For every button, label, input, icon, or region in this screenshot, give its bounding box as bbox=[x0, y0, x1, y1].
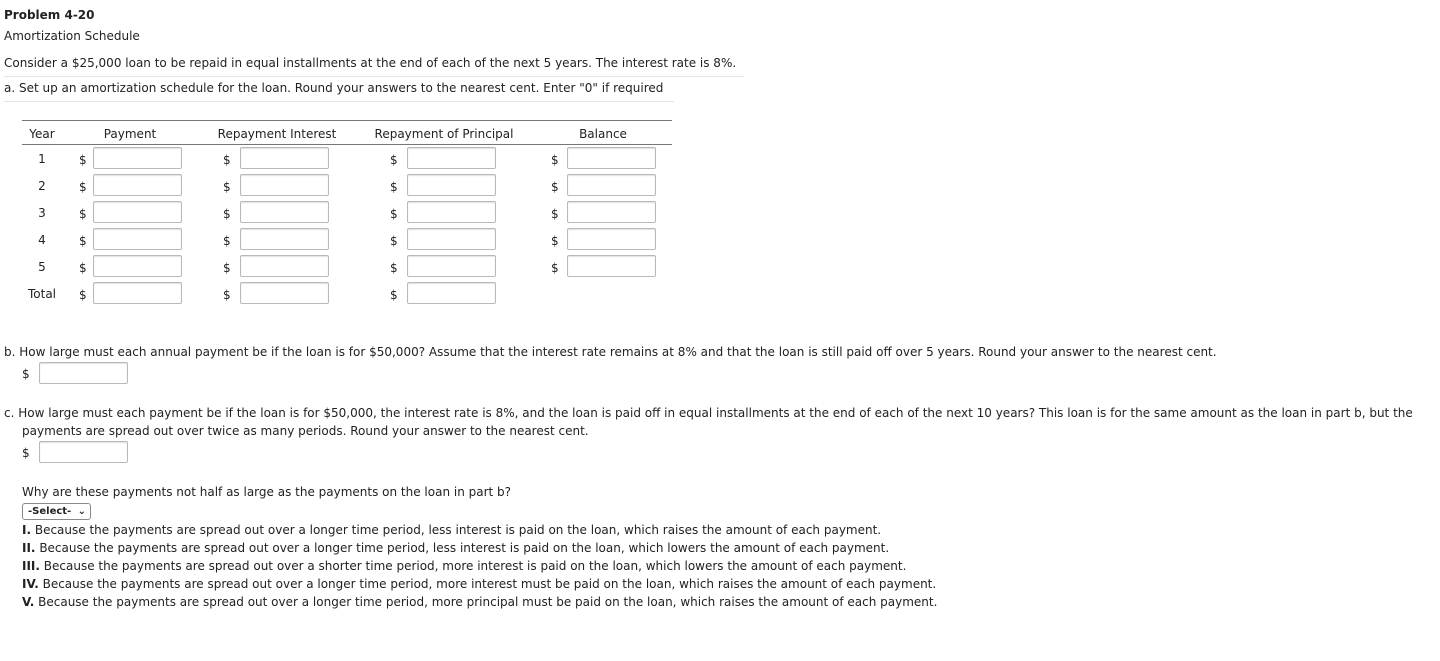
principal-input[interactable] bbox=[407, 174, 496, 196]
header-payment: Payment bbox=[103, 127, 157, 141]
answer-select-dropdown[interactable] bbox=[22, 503, 91, 520]
payment-input[interactable] bbox=[93, 201, 182, 223]
divider bbox=[4, 76, 744, 77]
payment-input[interactable] bbox=[93, 255, 182, 277]
option-numeral: V. bbox=[22, 595, 35, 609]
problem-intro: Consider a $25,000 loan to be repaid in equal installments at the end of each of the next 5 years. The interest rate is 8%. bbox=[4, 56, 737, 70]
payment-currency-symbol: $ bbox=[79, 207, 87, 221]
option-numeral: II. bbox=[22, 541, 36, 555]
option-text: Because the payments are spread out over a longer time period, more principal must be paid on the loan, which raises the amount of each payment. bbox=[34, 595, 938, 609]
option-text: Because the payments are spread out over a longer time period, less interest is paid on the loan, which raises the amount of each payment. bbox=[31, 523, 882, 537]
answer-option bbox=[22, 595, 937, 609]
principal-input[interactable] bbox=[407, 255, 496, 277]
balance-currency-symbol: $ bbox=[551, 234, 559, 248]
payment-currency-symbol: $ bbox=[79, 288, 87, 302]
part-c-currency: $ bbox=[22, 446, 30, 460]
answer-option bbox=[22, 541, 889, 555]
part-b-currency: $ bbox=[22, 367, 30, 381]
payment-input[interactable] bbox=[93, 228, 182, 250]
chevron-down-icon: ⌄ bbox=[77, 506, 86, 517]
payment-input[interactable] bbox=[93, 282, 182, 304]
part-c-question-line2: payments are spread out over twice as many periods. Round your answer to the nearest cent. bbox=[22, 424, 589, 438]
option-text: Because the payments are spread out over a longer time period, less interest is paid on the loan, which lowers the amount of each payment. bbox=[35, 541, 890, 555]
option-numeral: IV. bbox=[22, 577, 39, 591]
option-text: Because the payments are spread out over a shorter time period, more interest is paid on the loan, which lowers the amount of each payment. bbox=[39, 559, 907, 573]
balance-input[interactable] bbox=[567, 255, 656, 277]
principal-input[interactable] bbox=[407, 201, 496, 223]
part-a-instructions: a. Set up an amortization schedule for the loan. Round your answers to the nearest cent. Enter "0" if required bbox=[4, 81, 664, 95]
interest-currency-symbol: $ bbox=[223, 234, 231, 248]
payment-currency-symbol: $ bbox=[79, 234, 87, 248]
payment-currency-symbol: $ bbox=[79, 261, 87, 275]
table-top-border bbox=[22, 120, 672, 121]
option-text: Because the payments are spread out over a longer time period, more interest must be paid on the loan, which raises the amount of each payment. bbox=[38, 577, 937, 591]
row-year-label: 5 bbox=[38, 260, 46, 274]
part-c-question-line1: c. How large must each payment be if the loan is for $50,000, the interest rate is 8%, and the loan is paid off in equal installments at the end of each of the next 10 years? This loan is for the same amount as the loan in part b, but the bbox=[4, 406, 1413, 420]
divider bbox=[4, 101, 674, 102]
problem-title: Problem 4-20 bbox=[4, 8, 95, 22]
balance-input[interactable] bbox=[567, 201, 656, 223]
option-numeral: I. bbox=[22, 523, 32, 537]
principal-currency-symbol: $ bbox=[390, 153, 398, 167]
principal-currency-symbol: $ bbox=[390, 180, 398, 194]
part-c-payment-input[interactable] bbox=[39, 441, 128, 463]
payment-currency-symbol: $ bbox=[79, 153, 87, 167]
payment-input[interactable] bbox=[93, 174, 182, 196]
header-balance: Balance bbox=[579, 127, 627, 141]
payment-input[interactable] bbox=[93, 147, 182, 169]
problem-subtitle: Amortization Schedule bbox=[4, 29, 140, 43]
answer-option bbox=[22, 559, 906, 573]
header-repayment-principal: Repayment of Principal bbox=[374, 127, 514, 141]
payment-currency-symbol: $ bbox=[79, 180, 87, 194]
interest-currency-symbol: $ bbox=[223, 261, 231, 275]
row-year-label: 4 bbox=[38, 233, 46, 247]
interest-input[interactable] bbox=[240, 228, 329, 250]
option-numeral: III. bbox=[22, 559, 40, 573]
principal-input[interactable] bbox=[407, 282, 496, 304]
part-c-why-question: Why are these payments not half as large as the payments on the loan in part b? bbox=[22, 485, 512, 499]
row-year-label: 2 bbox=[38, 179, 46, 193]
principal-currency-symbol: $ bbox=[390, 207, 398, 221]
header-repayment-interest: Repayment Interest bbox=[217, 127, 337, 141]
row-year-label: 3 bbox=[38, 206, 46, 220]
row-year-label: 1 bbox=[38, 152, 46, 166]
principal-currency-symbol: $ bbox=[390, 261, 398, 275]
interest-currency-symbol: $ bbox=[223, 288, 231, 302]
balance-input[interactable] bbox=[567, 174, 656, 196]
table-header-border bbox=[22, 144, 672, 145]
select-value: -Select- bbox=[28, 506, 72, 517]
interest-input[interactable] bbox=[240, 147, 329, 169]
answer-option bbox=[22, 577, 936, 591]
balance-currency-symbol: $ bbox=[551, 153, 559, 167]
interest-currency-symbol: $ bbox=[223, 153, 231, 167]
principal-currency-symbol: $ bbox=[390, 234, 398, 248]
interest-input[interactable] bbox=[240, 201, 329, 223]
balance-currency-symbol: $ bbox=[551, 180, 559, 194]
balance-input[interactable] bbox=[567, 147, 656, 169]
principal-input[interactable] bbox=[407, 228, 496, 250]
balance-currency-symbol: $ bbox=[551, 207, 559, 221]
balance-input[interactable] bbox=[567, 228, 656, 250]
header-year: Year bbox=[29, 127, 55, 141]
interest-currency-symbol: $ bbox=[223, 207, 231, 221]
interest-input[interactable] bbox=[240, 255, 329, 277]
row-year-label: Total bbox=[27, 287, 57, 301]
principal-input[interactable] bbox=[407, 147, 496, 169]
interest-currency-symbol: $ bbox=[223, 180, 231, 194]
principal-currency-symbol: $ bbox=[390, 288, 398, 302]
part-b-question: b. How large must each annual payment be if the loan is for $50,000? Assume that the interest rate remains at 8% and that the loan is still paid off over 5 years. Round your answer to the nearest cent. bbox=[4, 345, 1217, 359]
interest-input[interactable] bbox=[240, 174, 329, 196]
balance-currency-symbol: $ bbox=[551, 261, 559, 275]
answer-option bbox=[22, 523, 881, 537]
interest-input[interactable] bbox=[240, 282, 329, 304]
part-b-payment-input[interactable] bbox=[39, 362, 128, 384]
